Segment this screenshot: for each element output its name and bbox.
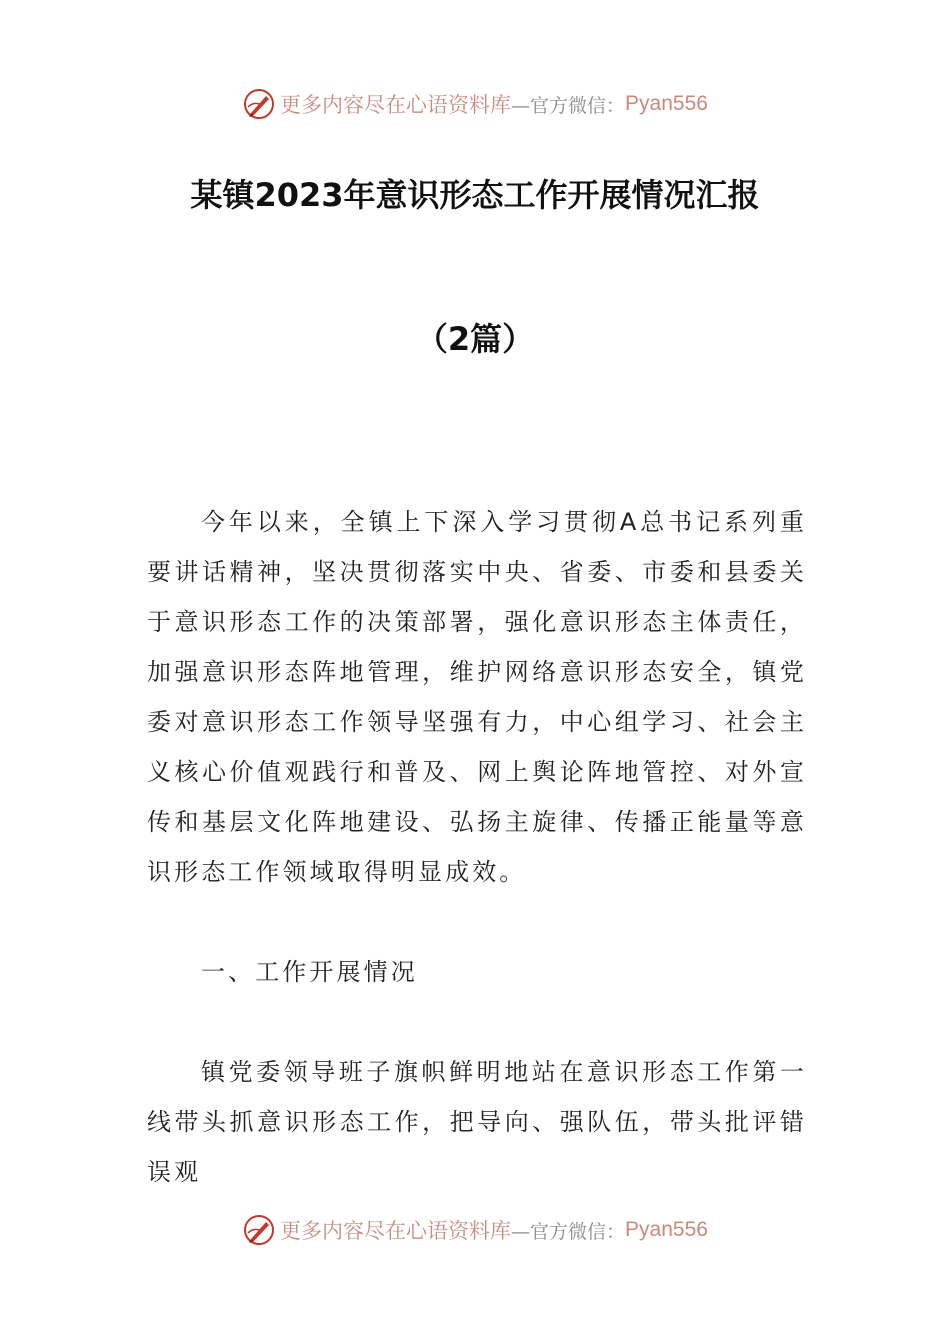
pen-logo-icon — [242, 87, 276, 121]
watermark-text-id: Pyan556 — [625, 1218, 708, 1241]
watermark-text-wechat: —官方微信： — [511, 1220, 626, 1243]
watermark-text-main: 更多内容尽在心语资料库 — [280, 93, 512, 117]
pen-logo-icon — [242, 1213, 276, 1247]
document-title: 某镇2023年意识形态工作开展情况汇报 — [190, 176, 760, 214]
watermark-text-id: Pyan556 — [625, 92, 708, 115]
body-paragraph-intro: 今年以来，全镇上下深入学习贯彻A总书记系列重要讲话精神，坚决贯彻落实中央、省委、市委和县委关于意识形态工作的决策部署，强化意识形态主体责任，加强意识形态阵地管理，维护网络意识形态安全，镇党委对意识形态工作领导坚强有力，中心组学习、社会主义核心价值观践行和普及、网上舆论阵地管控、对外宣传和基层文化阵地建设、弘扬主旋律、传播正能量等意识形态工作领域取得明显成效。 — [147, 508, 807, 886]
watermark-text-wechat: —官方微信： — [511, 94, 626, 117]
watermark-footer — [0, 1210, 950, 1250]
watermark-text-main: 更多内容尽在心语资料库 — [280, 1219, 512, 1243]
document-subtitle: （2篇） — [415, 320, 535, 358]
watermark-header — [0, 84, 950, 124]
section-heading: 一、工作开展情况 — [201, 958, 418, 986]
body-paragraph-section: 镇党委领导班子旗帜鲜明地站在意识形态工作第一线带头抓意识形态工作，把导向、强队伍，带头批评错误观 — [147, 1058, 807, 1186]
